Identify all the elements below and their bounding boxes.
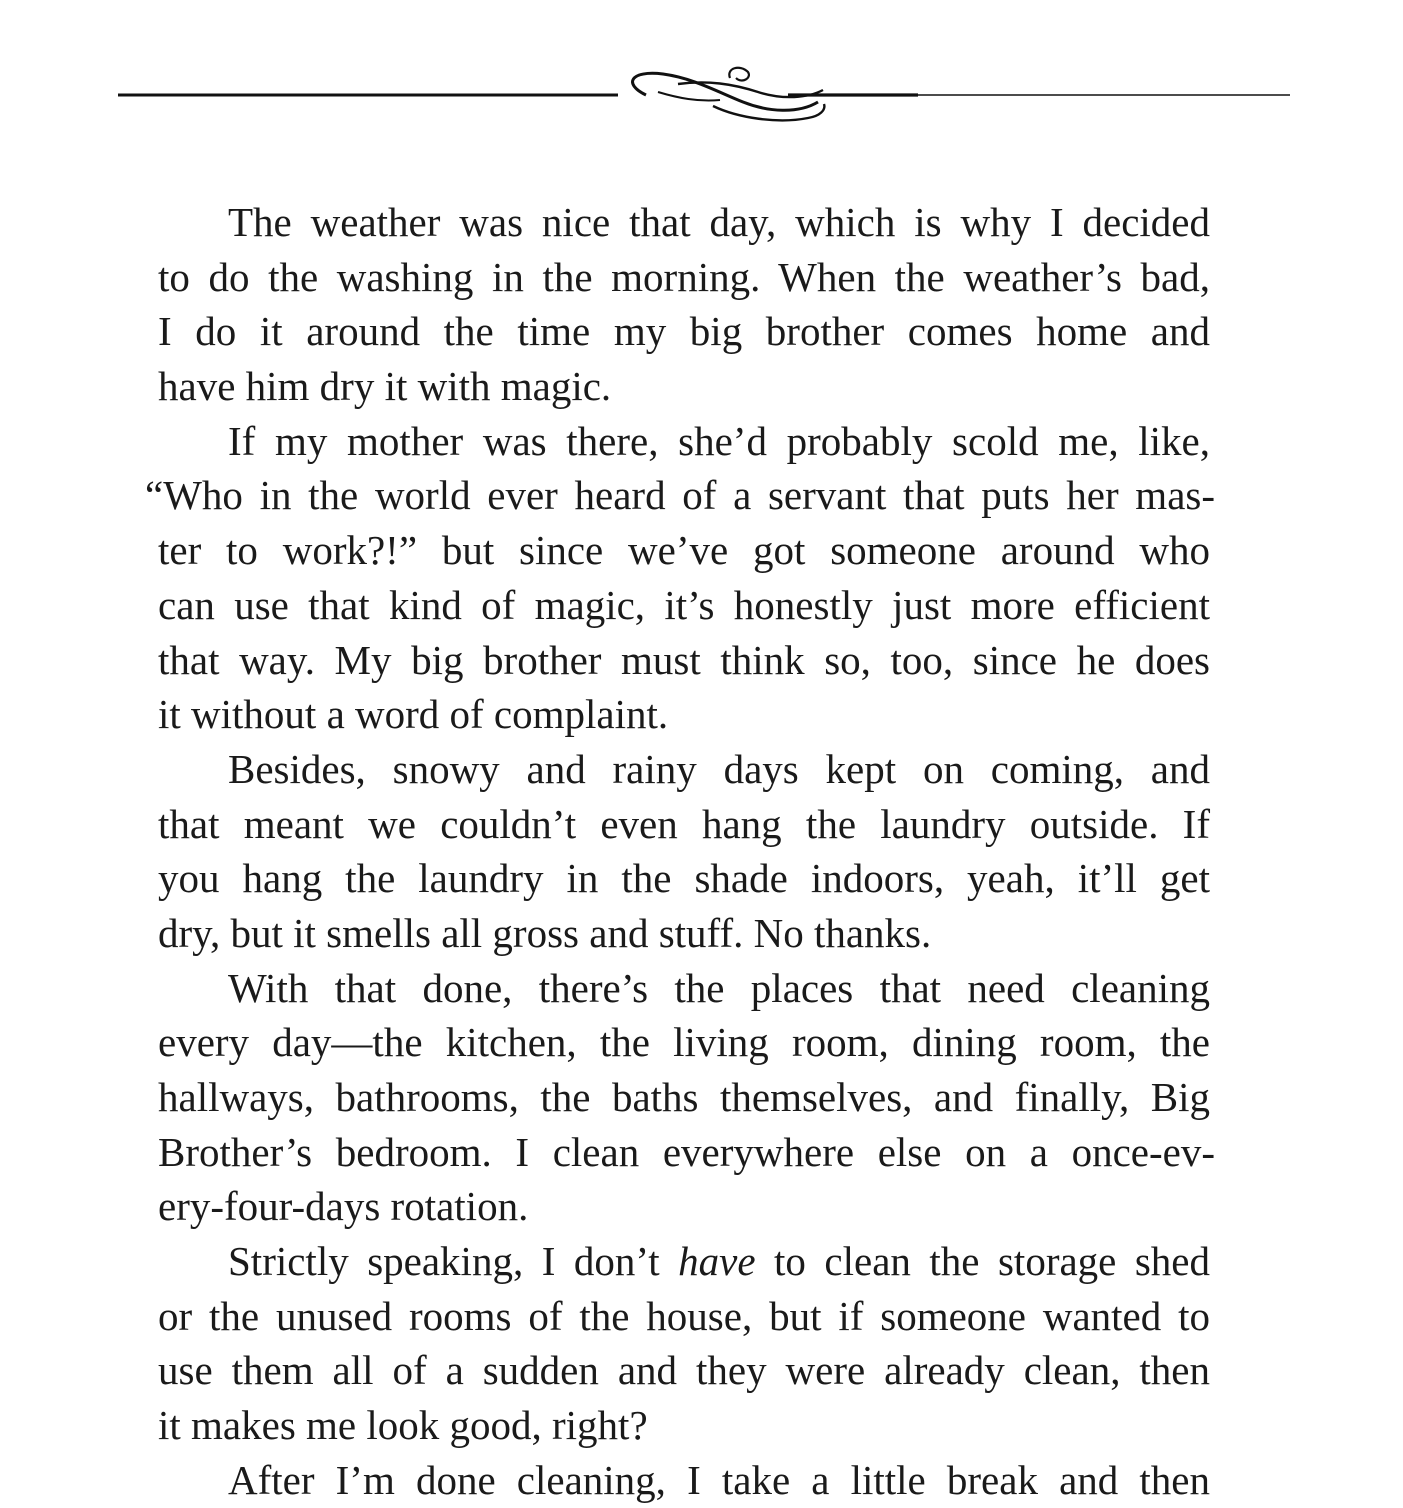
text-line: it makes me look good, right?	[158, 1402, 648, 1449]
text-line: or the unused rooms of the house, but if someone wanted to	[158, 1292, 1210, 1339]
text-line: you hang the laundry in the shade indoors, yeah, it’ll get	[158, 855, 1210, 902]
text-line: it without a word of complaint.	[158, 691, 669, 738]
text-line: dry, but it smells all gross and stuff. No thanks.	[158, 909, 932, 956]
text-line: With that done, there’s the places that need cleaning	[228, 964, 1210, 1011]
text-line: The weather was nice that day, which is why I decided	[228, 199, 1210, 245]
text-line: hallways, bathrooms, the baths themselves, and finally, Big	[158, 1074, 1210, 1120]
text-line: ter to work?!” but since we’ve got someone around who	[158, 527, 1210, 574]
text-line: ery-four-days rotation.	[158, 1183, 529, 1230]
text-line	[158, 1234, 1210, 1289]
text-line: can use that kind of magic, it’s honestly just more efficient	[158, 581, 1210, 628]
text-segment: Strictly speaking, I don’t	[228, 1238, 679, 1285]
text-line: If my mother was there, she’d probably scold me, like,	[228, 417, 1210, 464]
emphasis-text: have	[678, 1238, 756, 1285]
text-line: that way. My big brother must think so, too, since he does	[158, 636, 1210, 683]
text-line: Brother’s bedroom. I clean everywhere else on a once-ev-	[158, 1128, 1215, 1175]
book-page-text	[145, 195, 1215, 1508]
text-line: to do the washing in the morning. When the weather’s bad,	[158, 253, 1210, 300]
text-line: After I’m done cleaning, I take a little break and then	[228, 1456, 1210, 1503]
text-line: Besides, snowy and rainy days kept on coming, and	[228, 745, 1210, 792]
text-line: every day—the kitchen, the living room, dining room, the	[158, 1019, 1210, 1066]
text-line: use them all of a sudden and they were already clean, then	[158, 1347, 1210, 1394]
text-line: that meant we couldn’t even hang the laundry outside. If	[158, 800, 1210, 847]
text-line: “Who in the world ever heard of a servant that puts her mas-	[145, 472, 1215, 519]
text-segment: to clean the storage shed	[755, 1238, 1211, 1285]
text-line: I do it around the time my big brother comes home and	[158, 308, 1210, 355]
chapter-ornament	[118, 62, 1290, 132]
flourish-divider-icon	[118, 62, 1290, 132]
text-line: have him dry it with magic.	[158, 363, 612, 410]
